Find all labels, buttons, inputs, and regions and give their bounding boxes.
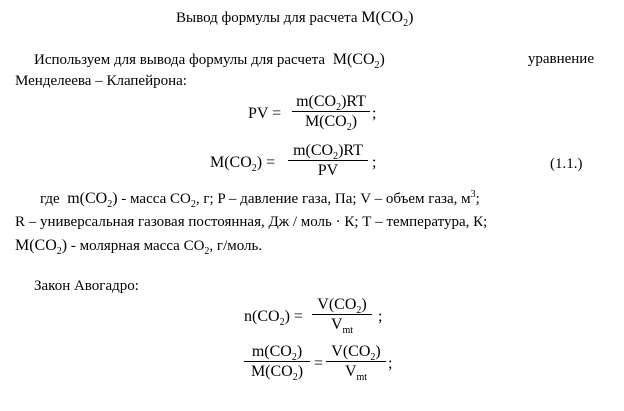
eq3-lhs-sub: 2	[279, 317, 285, 328]
intro-formula-sub: 2	[374, 60, 380, 71]
eq1-fraction	[292, 92, 370, 131]
eq2-denominator: PV	[317, 162, 339, 179]
eq1-denominator	[292, 112, 370, 131]
eq2-fraction	[288, 141, 368, 180]
legend-l1-formula-sub: 2	[107, 199, 113, 210]
eq1-den-sub: 2	[346, 122, 352, 133]
eq1-lhs: PV =	[248, 105, 282, 122]
legend-line-1	[40, 189, 480, 209]
eq2-number: (1.1.)	[550, 156, 583, 172]
eq3-lhs	[244, 307, 303, 327]
intro-text-a: Используем для вывода формулы для расчета	[34, 52, 325, 68]
eq4-right-numerator	[326, 342, 386, 361]
eq2-lhs-tail: ) =	[256, 154, 276, 171]
legend-line-2: R – универсальная газовая постоянная, Дж / моль · К; Т – температура, К;	[15, 214, 488, 230]
eq2-numerator	[288, 141, 368, 160]
eq4-lden-main: M(CO	[250, 363, 293, 380]
eq2-lhs	[210, 153, 275, 173]
legend-l3-formula-main: M(CO	[15, 237, 57, 254]
legend-l1-formula-main: m(CO	[67, 190, 108, 207]
intro-formula-close: )	[379, 51, 385, 68]
title-formula-main: M(CO	[361, 9, 404, 26]
intro-text-b: уравнение	[527, 51, 594, 67]
eq1-num-tail: )RT	[341, 93, 366, 110]
eq3-num-main: V(CO	[317, 296, 357, 313]
eq2-end: ;	[372, 154, 377, 171]
title-formula	[361, 9, 414, 29]
legend-l1-sup: 3	[470, 189, 476, 200]
legend-l3-formula-close: )	[61, 237, 68, 254]
eq4-lnum-main: m(CO	[251, 343, 292, 360]
title-text: Вывод формулы для расчета	[176, 10, 358, 26]
intro-line-1	[34, 50, 594, 70]
legend-l3-formula	[15, 237, 68, 257]
eq3-fraction	[312, 295, 372, 334]
eq3-num-sub: 2	[356, 305, 362, 316]
eq1-num-main: m(CO	[296, 93, 337, 110]
document-title	[176, 8, 413, 28]
legend-l1-formula	[67, 190, 118, 210]
title-formula-close: )	[408, 9, 414, 26]
eq3-lhs-main: n(CO	[244, 308, 280, 325]
eq3-end: ;	[378, 308, 383, 325]
eq4-lden-tail: )	[297, 363, 304, 380]
avogadro-heading: Закон Авогадро:	[34, 278, 139, 294]
eq4-lnum-sub: 2	[291, 352, 297, 363]
legend-l1-end: ;	[475, 191, 480, 207]
eq4-rnum-sub: 2	[370, 352, 376, 363]
legend-l1-formula-close: )	[112, 190, 118, 207]
legend-l1-rest: , г; P – давление газа, Па; V – объем газа, м	[195, 191, 471, 207]
eq2-num-main: m(CO	[293, 142, 334, 159]
eq4-rden-main: V	[344, 363, 357, 380]
eq3-numerator	[312, 295, 372, 314]
eq4-right-fraction	[326, 342, 386, 381]
eq2-num-tail: )RT	[338, 142, 363, 159]
eq3-den-sub: mt	[342, 325, 354, 336]
eq2-num-sub: 2	[333, 151, 339, 162]
eq1-den-main: M(CO	[304, 113, 347, 130]
intro-line-2: Менделеева – Клапейрона:	[15, 73, 187, 89]
eq1-end: ;	[372, 105, 377, 122]
eq4-lden-sub: 2	[292, 372, 298, 383]
legend-l1-mass-sub: 2	[190, 199, 196, 210]
eq2-lhs-main: M(CO	[210, 154, 252, 171]
legend-l1-mass: - масса CO	[117, 191, 191, 207]
eq4-rnum-tail: )	[375, 343, 381, 360]
eq1-den-tail: )	[351, 113, 358, 130]
eq4-equals: =	[314, 355, 324, 372]
legend-l3-formula-sub: 2	[56, 246, 62, 257]
eq3-den-main: V	[330, 316, 343, 333]
legend-l3-molar-sub: 2	[204, 246, 210, 257]
intro-formula	[329, 51, 385, 71]
eq4-rnum-main: V(CO	[331, 343, 371, 360]
legend-line-3	[15, 236, 262, 256]
eq4-rden-sub: mt	[356, 372, 368, 383]
legend-l3-molar: - молярная масса CO	[67, 238, 205, 254]
eq4-end: ;	[388, 355, 393, 372]
eq4-left-denominator	[244, 362, 310, 381]
eq1-num-sub: 2	[336, 102, 342, 113]
eq4-left-fraction	[244, 342, 310, 381]
eq2-lhs-sub: 2	[251, 163, 257, 174]
intro-formula-main: M(CO	[332, 51, 375, 68]
eq3-lhs-tail: ) =	[284, 308, 303, 325]
eq4-right-denominator	[326, 362, 386, 381]
legend-l3-rest: , г/моль.	[209, 238, 263, 254]
title-formula-sub: 2	[403, 18, 409, 29]
eq4-lnum-tail: )	[296, 343, 303, 360]
eq4-left-numerator	[244, 342, 310, 361]
eq1-numerator	[292, 92, 370, 111]
eq3-denominator	[312, 315, 372, 334]
legend-l1-where: где	[40, 191, 60, 207]
eq3-num-tail: )	[361, 296, 367, 313]
